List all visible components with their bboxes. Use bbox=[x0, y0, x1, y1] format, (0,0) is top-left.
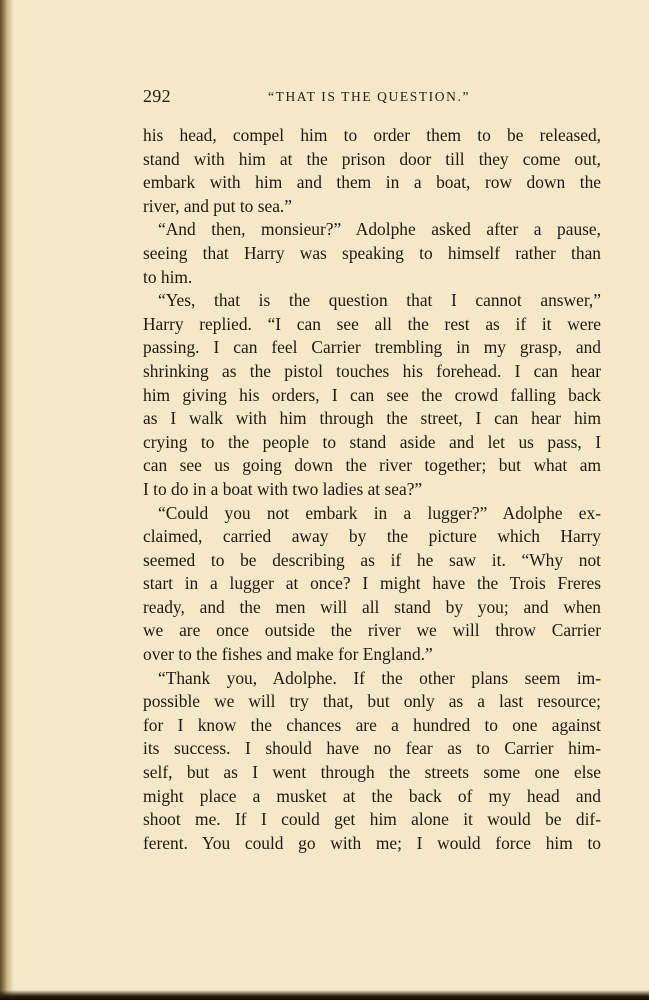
text-line: seemed to be describing as if he saw it. “Why not bbox=[143, 549, 601, 570]
text-line: stand with him at the prison door till they come out, bbox=[143, 148, 601, 169]
text-line: embark with him and them in a boat, row down the bbox=[143, 172, 601, 193]
text-line: might place a musket at the back of my head and bbox=[143, 785, 601, 806]
text-line: claimed, carried away by the picture which Harry bbox=[143, 526, 601, 547]
text-line: can see us going down the river together; but what am bbox=[143, 455, 601, 476]
text-line: ferent. You could go with me; I would force him to bbox=[143, 832, 601, 853]
text-line: possible we will try that, but only as a last resource; bbox=[143, 691, 601, 712]
text-line: crying to the people to stand aside and let us pass, I bbox=[143, 431, 601, 452]
text-line: its success. I should have no fear as to Carrier him- bbox=[143, 738, 601, 759]
text-line: ready, and the men will all stand by you; and when bbox=[143, 596, 601, 617]
text-line: start in a lugger at once? I might have the Trois Freres bbox=[143, 573, 601, 594]
text-line: for I know the chances are a hundred to one against bbox=[143, 714, 601, 735]
text-line: “Thank you, Adolphe. If the other plans seem im- bbox=[158, 667, 601, 688]
text-line: shoot me. If I could get him alone it would be dif- bbox=[143, 809, 601, 830]
text-line: passing. I can feel Carrier trembling in my grasp, and bbox=[143, 337, 601, 358]
text-line: “Could you not embark in a lugger?” Adolphe ex- bbox=[158, 502, 601, 523]
running-head bbox=[143, 86, 600, 112]
text-line: “Yes, that is the question that I cannot answer,” bbox=[158, 290, 601, 311]
text-line: Harry replied. “I can see all the rest as if it were bbox=[143, 313, 601, 334]
text-line: seeing that Harry was speaking to himself rather than bbox=[143, 242, 601, 263]
text-line: him giving his orders, I can see the crowd falling back bbox=[143, 384, 601, 405]
text-line: I to do in a boat with two ladies at sea?” bbox=[143, 478, 423, 499]
page-bottom-edge bbox=[0, 990, 649, 1000]
running-title: “THAT IS THE QUESTION.” bbox=[268, 89, 471, 104]
text-line: “And then, monsieur?” Adolphe asked after a pause, bbox=[158, 219, 601, 240]
text-line: we are once outside the river we will throw Carrier bbox=[143, 620, 601, 641]
text-line: river, and put to sea.” bbox=[143, 195, 293, 216]
text-line: his head, compel him to order them to be released, bbox=[143, 125, 601, 145]
text-line: self, but as I went through the streets some one else bbox=[143, 762, 601, 783]
text-line: to him. bbox=[143, 266, 193, 287]
binding-gutter-shadow bbox=[0, 0, 14, 1000]
page-number: 292 bbox=[143, 86, 171, 106]
body-text bbox=[143, 124, 601, 855]
text-line: over to the fishes and make for England.” bbox=[143, 644, 433, 665]
text-line: as I walk with him through the street, I can hear him bbox=[143, 408, 601, 429]
text-line: shrinking as the pistol touches his forehead. I can hear bbox=[143, 360, 601, 381]
